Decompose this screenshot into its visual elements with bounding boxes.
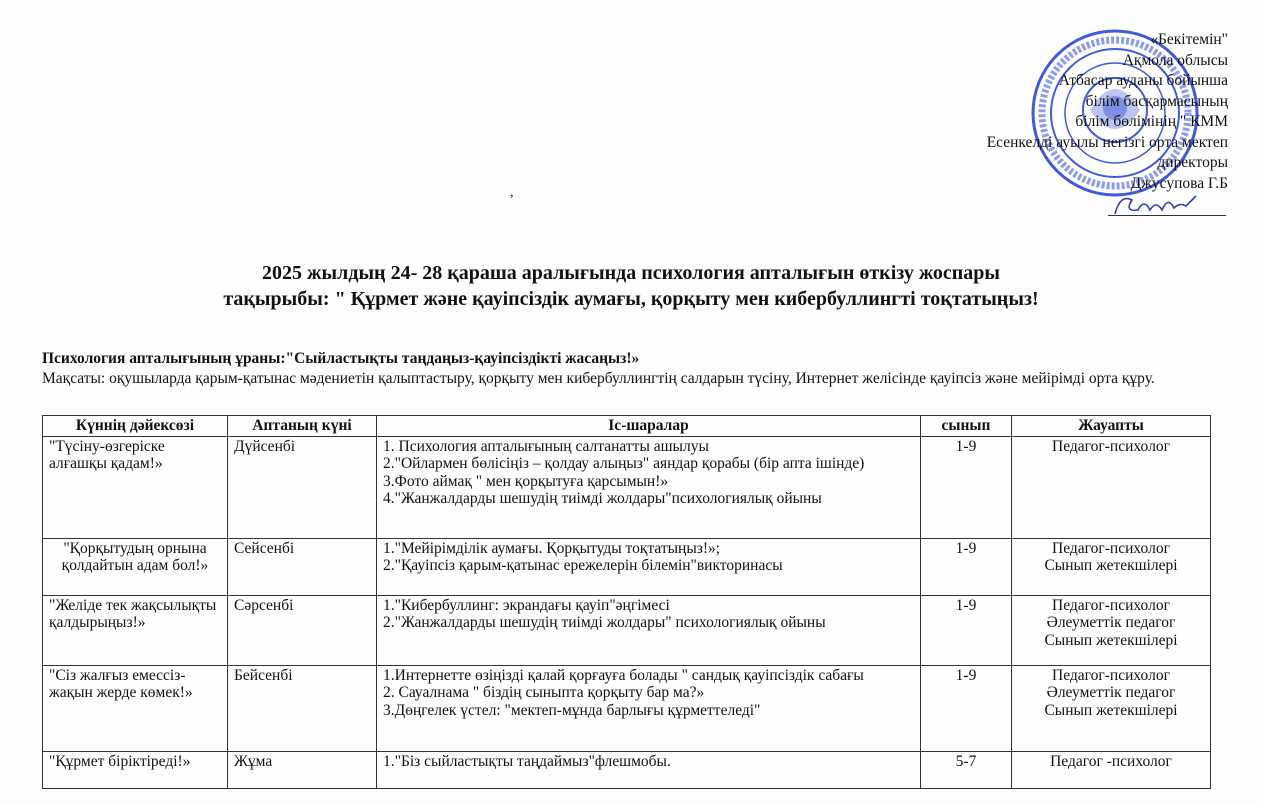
quote-cell: "Қорқытудың орнына қолдайтын адам бол!» xyxy=(43,538,228,595)
activities-cell xyxy=(377,436,921,538)
plan-table xyxy=(42,415,1211,789)
activities-cell xyxy=(377,665,921,751)
grade-cell: 1-9 xyxy=(921,595,1012,665)
quote-cell: "Түсіну-өзгеріске алғашқы қадам!» xyxy=(43,436,228,538)
responsible-person: Әлеуметтік педагог xyxy=(1046,684,1176,701)
responsible-person: Әлеуметтік педагог xyxy=(1046,614,1176,631)
activity-item: 4."Жанжалдарды шешудің тиімді жолдары"психологиялық ойыны xyxy=(383,490,822,507)
approval-line: білім басқармасының xyxy=(1085,92,1228,110)
activity-item: 1. Психология апталығының салтанатты ашылуы xyxy=(383,437,709,455)
responsible-cell xyxy=(1012,538,1211,595)
activity-item: 3.Фото аймақ " мен қорқытуға қарсымын!» xyxy=(383,472,669,490)
activity-item: 2."Қауіпсіз қарым-қатынас ережелерін білемін"викторинасы xyxy=(383,557,783,574)
header-activities: Іс-шаралар xyxy=(377,416,921,437)
responsible-person: Сынып жетекшілері xyxy=(1044,557,1178,574)
header-grade: сынып xyxy=(921,416,1012,437)
approval-line: Джусупова Г.Б xyxy=(1130,174,1228,192)
approval-line: білім бөлімінің " КММ xyxy=(1075,113,1228,130)
header-quote: Күннің дәйексөзі xyxy=(43,416,228,437)
signature-icon xyxy=(1110,192,1200,222)
page-title: 2025 жылдың 24- 28 қараша аралығында психология апталығын өткізу жоспары xyxy=(261,262,1001,284)
responsible-cell xyxy=(1012,751,1211,788)
approval-line: директоры xyxy=(1157,154,1228,171)
activity-item: 1.Интернетте өзіңізді қалай қорғауға болады " сандық қауіпсіздік сабағы xyxy=(383,666,864,684)
grade-cell: 1-9 xyxy=(921,665,1012,751)
grade-cell: 1-9 xyxy=(921,436,1012,538)
day-cell: Дүйсенбі xyxy=(228,436,377,538)
activity-item: 3.Дөңгелек үстел: "мектеп-мұнда барлығы құрметтеледі" xyxy=(383,701,761,719)
day-cell: Бейсенбі xyxy=(228,665,377,751)
table-row xyxy=(43,595,1211,665)
activities-cell xyxy=(377,595,921,665)
header-responsible: Жауапты xyxy=(1012,416,1211,437)
responsible-person: Педагог-психолог xyxy=(1052,596,1170,614)
responsible-cell xyxy=(1012,665,1211,751)
approval-line: Атбасар ауданы бойынша xyxy=(1058,72,1228,89)
activity-item: 1."Біз сыйластықты таңдаймыз"флешмобы. xyxy=(383,752,671,770)
table-row xyxy=(43,436,1211,538)
grade-cell: 1-9 xyxy=(921,538,1012,595)
quote-cell: "Құрмет біріктіреді!» xyxy=(43,751,228,788)
responsible-cell xyxy=(1012,436,1211,538)
page-subtitle: тақырыбы: " Құрмет және қауіпсіздік аумағы, қорқыту мен кибербуллингті тоқтатыңыз! xyxy=(223,288,1039,310)
approval-block xyxy=(987,30,1228,194)
responsible-person: Педагог-психолог xyxy=(1052,437,1170,455)
quote-cell: "Желіде тек жақсылықты қалдырыңыз!» xyxy=(43,595,228,665)
table-header-row xyxy=(43,416,1211,437)
approval-line: «Бекітемін" xyxy=(1150,31,1228,48)
activity-item: 1."Кибербуллинг: экрандағы қауіп"әңгімесі xyxy=(383,596,670,614)
motto: Психология апталығының ұраны:"Сыйластықты таңдаңыз-қауіпсіздікті жасаңыз!» xyxy=(42,350,640,367)
approval-line: Ақмола облысы xyxy=(1122,51,1228,69)
quote-cell: "Сіз жалғыз емессіз-жақын жерде көмек!» xyxy=(43,665,228,751)
responsible-cell xyxy=(1012,595,1211,665)
scan-mark: , xyxy=(510,185,514,200)
responsible-person: Педагог-психолог xyxy=(1052,666,1170,684)
grade-cell: 5-7 xyxy=(921,751,1012,788)
table-row xyxy=(43,665,1211,751)
activity-item: 2. Сауалнама " біздің сыныпта қорқыту бар ма?» xyxy=(383,684,705,701)
table-row xyxy=(43,538,1211,595)
day-cell: Жұма xyxy=(228,751,377,788)
header-day: Аптаның күні xyxy=(228,416,377,437)
responsible-person: Педагог -психолог xyxy=(1050,752,1172,770)
goal: Мақсаты: оқушыларда қарым-қатынас мәдениетін қалыптастыру, қорқыту мен кибербуллингтің салдарын түсіну, Интернет желісінде қауіпсіз және мейірімді орта құру. xyxy=(42,370,1155,387)
activity-item: 2."Ойлармен бөлісіңіз – қолдау алыңыз" аяндар қорабы (бір апта ішінде) xyxy=(383,455,865,472)
responsible-person: Сынып жетекшілері xyxy=(1044,701,1178,719)
day-cell: Сәрсенбі xyxy=(228,595,377,665)
table-row xyxy=(43,751,1211,788)
activity-item: 1."Мейірімділік аумағы. Қорқытуды тоқтатыңыз!»; xyxy=(383,539,721,557)
responsible-person: Педагог-психолог xyxy=(1052,539,1170,557)
activities-cell xyxy=(377,751,921,788)
activity-item: 2."Жанжалдарды шешудің тиімді жолдары" психологиялық ойыны xyxy=(383,614,826,631)
day-cell: Сейсенбі xyxy=(228,538,377,595)
activities-cell xyxy=(377,538,921,595)
responsible-person: Сынып жетекшілері xyxy=(1044,631,1178,649)
approval-line: Есенкелді ауылы негізгі орта мектеп xyxy=(986,133,1228,151)
